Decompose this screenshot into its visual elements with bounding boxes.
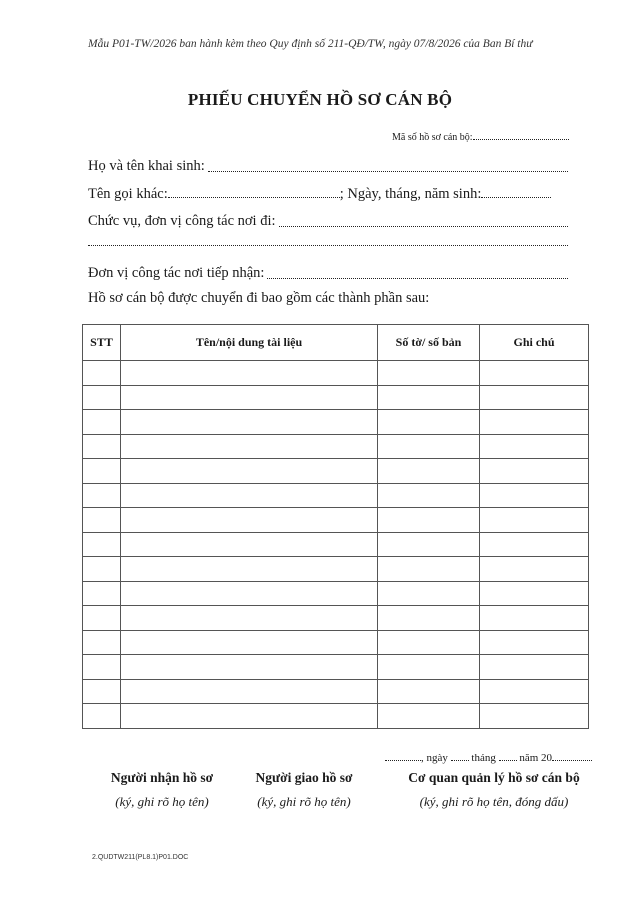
- header-note: Mẫu P01-TW/2026 ban hành kèm theo Quy định số 211-QĐ/TW, ngày 07/8/2026 của Ban Bí thư: [88, 38, 533, 50]
- notes-cell[interactable]: [480, 410, 589, 435]
- sheet-count-cell[interactable]: [378, 508, 480, 533]
- header-sheet-count: Số tờ/ số bản: [378, 325, 480, 361]
- date-day-label: , ngày: [421, 752, 448, 764]
- profile-code-line: [392, 132, 569, 143]
- stt-cell[interactable]: [83, 557, 121, 582]
- receiving-unit-field[interactable]: [267, 277, 568, 279]
- stt-cell[interactable]: [83, 704, 121, 729]
- receiver-signature: [92, 770, 232, 810]
- table-row: [83, 361, 589, 386]
- sender-role: Người giao hồ sơ: [255, 770, 353, 785]
- place-field[interactable]: [385, 759, 421, 761]
- position-from-field[interactable]: [279, 225, 568, 227]
- document-name-cell[interactable]: [121, 532, 378, 557]
- profile-code-label: Mã số hồ sơ cán bộ:: [392, 132, 473, 143]
- stt-cell[interactable]: [83, 434, 121, 459]
- table-row: [83, 410, 589, 435]
- agency-signature: [394, 770, 594, 810]
- receiver-hint: (ký, ghi rõ họ tên): [115, 794, 209, 809]
- table-row: [83, 630, 589, 655]
- table-row: [83, 532, 589, 557]
- notes-cell[interactable]: [480, 606, 589, 631]
- sheet-count-cell[interactable]: [378, 483, 480, 508]
- dob-field[interactable]: [481, 196, 551, 198]
- sheet-count-cell[interactable]: [378, 459, 480, 484]
- other-name-label: Tên gọi khác:: [88, 186, 168, 202]
- notes-cell[interactable]: [480, 557, 589, 582]
- document-name-cell[interactable]: [121, 606, 378, 631]
- sheet-count-cell[interactable]: [378, 581, 480, 606]
- sheet-count-cell[interactable]: [378, 434, 480, 459]
- sender-signature: [236, 770, 372, 810]
- month-field[interactable]: [499, 759, 517, 761]
- document-name-cell[interactable]: [121, 679, 378, 704]
- sheet-count-cell[interactable]: [378, 704, 480, 729]
- document-name-cell[interactable]: [121, 385, 378, 410]
- stt-cell[interactable]: [83, 606, 121, 631]
- table-body: [83, 361, 589, 729]
- notes-cell[interactable]: [480, 655, 589, 680]
- notes-cell[interactable]: [480, 508, 589, 533]
- birth-name-label: Họ và tên khai sinh:: [88, 158, 205, 174]
- document-name-cell[interactable]: [121, 483, 378, 508]
- table-row: [83, 508, 589, 533]
- sheet-count-cell[interactable]: [378, 630, 480, 655]
- other-name-row: [88, 186, 568, 203]
- birth-name-field[interactable]: [208, 170, 568, 172]
- notes-cell[interactable]: [480, 630, 589, 655]
- agency-hint: (ký, ghi rõ họ tên, đóng dấu): [419, 794, 569, 809]
- table-row: [83, 704, 589, 729]
- document-name-cell[interactable]: [121, 434, 378, 459]
- notes-cell[interactable]: [480, 581, 589, 606]
- sheet-count-cell[interactable]: [378, 385, 480, 410]
- table-row: [83, 459, 589, 484]
- footer-code: 2.QUDTW211(PL8.1)P01.DOC: [92, 854, 189, 861]
- position-from-label: Chức vụ, đơn vị công tác nơi đi:: [88, 213, 276, 229]
- dob-label: ; Ngày, tháng, năm sinh:: [339, 186, 482, 202]
- year-field[interactable]: [552, 759, 592, 761]
- birth-name-row: [88, 158, 568, 175]
- position-from-continuation[interactable]: [88, 245, 568, 246]
- table-row: [83, 434, 589, 459]
- document-name-cell[interactable]: [121, 459, 378, 484]
- notes-cell[interactable]: [480, 483, 589, 508]
- document-name-cell[interactable]: [121, 508, 378, 533]
- stt-cell[interactable]: [83, 581, 121, 606]
- sender-hint: (ký, ghi rõ họ tên): [257, 794, 351, 809]
- notes-cell[interactable]: [480, 679, 589, 704]
- sheet-count-cell[interactable]: [378, 679, 480, 704]
- table-row: [83, 483, 589, 508]
- stt-cell[interactable]: [83, 630, 121, 655]
- document-name-cell[interactable]: [121, 361, 378, 386]
- table-row: [83, 581, 589, 606]
- document-name-cell[interactable]: [121, 410, 378, 435]
- stt-cell[interactable]: [83, 483, 121, 508]
- header-notes: Ghi chú: [480, 325, 589, 361]
- table-row: [83, 679, 589, 704]
- document-name-cell[interactable]: [121, 655, 378, 680]
- stt-cell[interactable]: [83, 679, 121, 704]
- header-document-name: Tên/nội dung tài liệu: [121, 325, 378, 361]
- notes-cell[interactable]: [480, 434, 589, 459]
- document-name-cell[interactable]: [121, 581, 378, 606]
- table-row: [83, 385, 589, 410]
- stt-cell[interactable]: [83, 532, 121, 557]
- table-row: [83, 557, 589, 582]
- notes-cell[interactable]: [480, 385, 589, 410]
- documents-table: [82, 324, 589, 729]
- position-from-row: [88, 213, 568, 230]
- document-name-cell[interactable]: [121, 704, 378, 729]
- other-name-field[interactable]: [168, 196, 340, 198]
- table-header-row: [83, 325, 589, 361]
- components-intro: Hồ sơ cán bộ được chuyển đi bao gồm các thành phần sau:: [88, 290, 430, 306]
- receiving-unit-label: Đơn vị công tác nơi tiếp nhận:: [88, 265, 265, 281]
- sheet-count-cell[interactable]: [378, 557, 480, 582]
- sheet-count-cell[interactable]: [378, 361, 480, 386]
- date-line: [385, 752, 592, 764]
- stt-cell[interactable]: [83, 508, 121, 533]
- document-name-cell[interactable]: [121, 630, 378, 655]
- notes-cell[interactable]: [480, 459, 589, 484]
- header-stt: STT: [83, 325, 121, 361]
- notes-cell[interactable]: [480, 361, 589, 386]
- stt-cell[interactable]: [83, 655, 121, 680]
- receiver-role: Người nhận hồ sơ: [110, 770, 214, 785]
- stt-cell[interactable]: [83, 385, 121, 410]
- sheet-count-cell[interactable]: [378, 532, 480, 557]
- stt-cell[interactable]: [83, 459, 121, 484]
- notes-cell[interactable]: [480, 532, 589, 557]
- sheet-count-cell[interactable]: [378, 606, 480, 631]
- agency-role: Cơ quan quản lý hồ sơ cán bộ: [408, 770, 580, 785]
- date-year-label: năm 20: [519, 752, 553, 764]
- table-row: [83, 655, 589, 680]
- sheet-count-cell[interactable]: [378, 655, 480, 680]
- profile-code-field[interactable]: [473, 138, 569, 140]
- form-title: PHIẾU CHUYỂN HỒ SƠ CÁN BỘ: [187, 90, 453, 109]
- sheet-count-cell[interactable]: [378, 410, 480, 435]
- notes-cell[interactable]: [480, 704, 589, 729]
- day-field[interactable]: [451, 759, 469, 761]
- receiving-unit-row: [88, 265, 568, 282]
- date-month-label: tháng: [471, 752, 496, 764]
- document-name-cell[interactable]: [121, 557, 378, 582]
- table-row: [83, 606, 589, 631]
- stt-cell[interactable]: [83, 361, 121, 386]
- stt-cell[interactable]: [83, 410, 121, 435]
